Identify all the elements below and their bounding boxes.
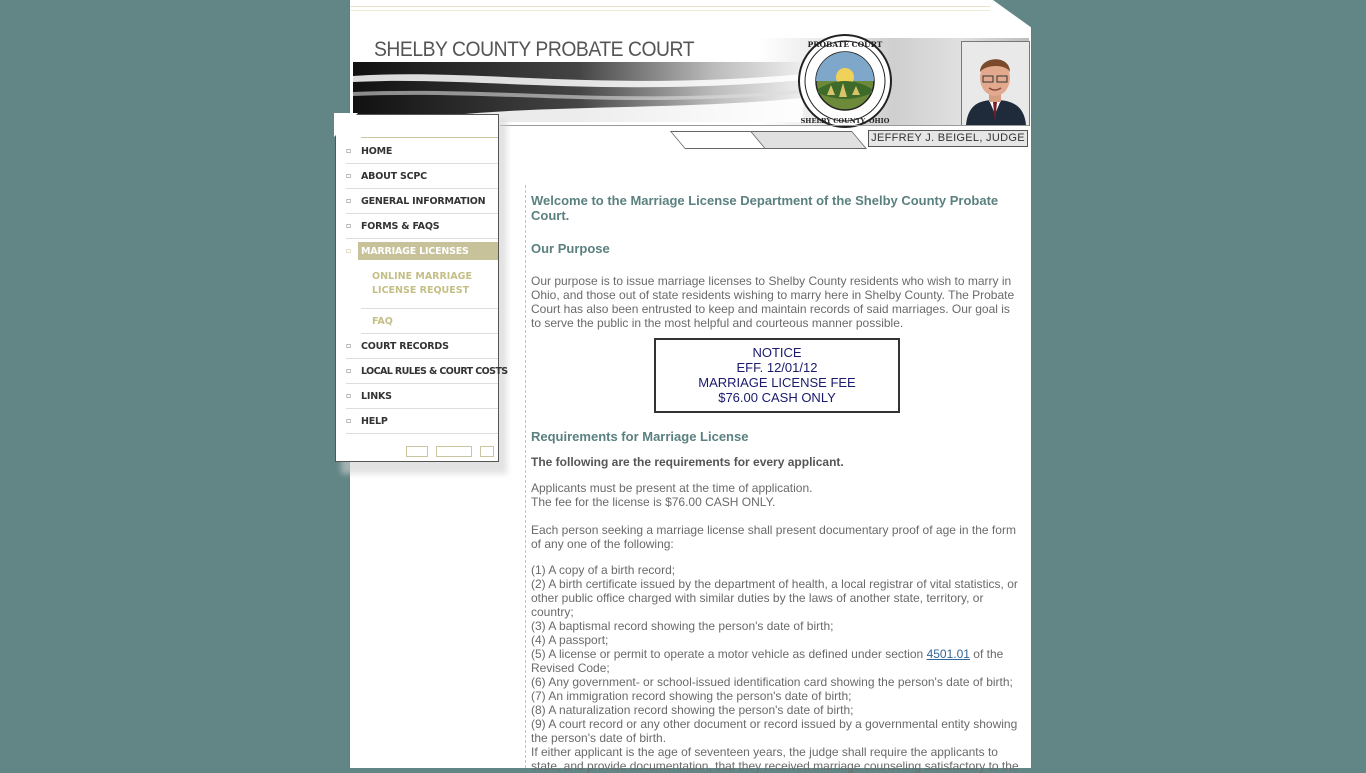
judge-portrait [961, 41, 1030, 126]
header-divider [500, 125, 1029, 126]
page-corner-notch [993, 0, 1032, 28]
nav-label: LOCAL RULES & COURT COSTS [361, 366, 508, 377]
bullet-icon: ▫ [346, 416, 352, 425]
requirements-heading: Requirements for Marriage License [531, 429, 749, 444]
notice-line: NOTICE [752, 345, 802, 360]
proof-item: (8) A naturalization record showing the person's date of birth; [531, 703, 854, 717]
bullet-icon: ▫ [346, 246, 352, 255]
nav-item-about[interactable] [346, 164, 498, 189]
proof-item: (1) A copy of a birth record; [531, 563, 676, 577]
nav-label: HELP [361, 416, 388, 427]
nav-item-home[interactable] [346, 139, 498, 164]
purpose-heading: Our Purpose [531, 241, 610, 256]
sidebar-mini-button[interactable] [480, 446, 494, 457]
requirement-line: Applicants must be present at the time of application. [531, 481, 813, 495]
notice-line: MARRIAGE LICENSE FEE [698, 375, 856, 390]
subnav-label-line2: LICENSE REQUEST [372, 285, 470, 296]
requirements-intro: The following are the requirements for every applicant. [531, 455, 844, 469]
subnav-label: FAQ [372, 316, 393, 327]
court-seal-icon [797, 33, 893, 129]
nav-item-court-records[interactable] [346, 334, 498, 359]
bullet-icon: ▫ [346, 171, 352, 180]
nav-label: ABOUT SCPC [361, 171, 427, 182]
proof-intro: Each person seeking a marriage license shall present documentary proof of age in the form of any one of the following: [531, 523, 1016, 551]
header-swoosh-graphic [353, 62, 803, 122]
requirement-line: The fee for the license is $76.00 CASH ONLY. [531, 495, 776, 509]
proof-item: (6) Any government- or school-issued identification card showing the person's date of birth; [531, 675, 1013, 689]
main-content [531, 193, 1023, 773]
nav-item-help[interactable] [346, 409, 498, 434]
notice-line: $76.00 CASH ONLY [718, 390, 836, 405]
notice-line: EFF. 12/01/12 [736, 360, 818, 375]
nav-label: LINKS [361, 391, 392, 402]
content-divider [525, 185, 527, 768]
proof-item: (2) A birth certificate issued by the department of health, a local registrar of vital statistics, or other public office charged with similar duties by the laws of another state, territory, or country; [531, 577, 1018, 619]
statute-link[interactable]: 4501.01 [926, 647, 970, 661]
proof-item-text: (5) A license or permit to operate a motor vehicle as defined under section [531, 647, 927, 661]
nav-item-local-rules-court-costs[interactable] [346, 359, 508, 384]
proof-item: (4) A passport; [531, 633, 609, 647]
judge-name-label: JEFFREY J. BEIGEL, JUDGE [868, 130, 1028, 147]
bullet-icon: ▫ [346, 366, 352, 375]
proof-item [531, 647, 1023, 675]
site-title: SHELBY COUNTY PROBATE COURT [374, 38, 695, 61]
nav-label: FORMS & FAQS [361, 221, 440, 232]
judge-portrait-icon [962, 42, 1029, 125]
proof-item: (9) A court record or any other document or record issued by a governmental entity showing the person's date of birth. [531, 717, 1018, 745]
seal-text-bottom: SHELBY COUNTY, OHIO [800, 117, 890, 125]
welcome-heading: Welcome to the Marriage License Department of the Shelby County Probate Court. [531, 193, 999, 223]
bullet-icon: ▫ [346, 221, 352, 230]
seal-text-top: PROBATE COURT [807, 40, 883, 49]
subnav-online-marriage-license-request[interactable] [372, 270, 472, 298]
seventeen-requirement: If either applicant is the age of seventeen years, the judge shall require the applicants to state, and provide documentation, that they received marriage counseling satisfactory to the [531, 745, 1019, 773]
proof-list [531, 563, 1023, 745]
bullet-icon: ▫ [346, 341, 352, 350]
subnav-label-line1: ONLINE MARRIAGE [372, 271, 472, 282]
nav-label: COURT RECORDS [361, 341, 449, 352]
fee-notice-box [654, 338, 900, 413]
sidebar-corner-notch [334, 113, 358, 137]
bullet-icon: ▫ [346, 146, 352, 155]
proof-item: (3) A baptismal record showing the person's date of birth; [531, 619, 834, 633]
subnav-divider [361, 308, 498, 309]
proof-item: (7) An immigration record showing the person's date of birth; [531, 689, 852, 703]
nav-label: GENERAL INFORMATION [361, 196, 486, 207]
nav-item-forms-faqs[interactable] [346, 214, 498, 239]
proof-item-text: of the Revised Code; [531, 647, 1004, 675]
nav-label: HOME [361, 146, 393, 157]
sidebar-mini-button[interactable] [406, 446, 428, 457]
header-tab-grey[interactable] [750, 131, 867, 149]
bullet-icon: ▫ [346, 196, 352, 205]
subnav-faq[interactable] [372, 315, 393, 329]
sidebar-top-rule [361, 137, 498, 138]
purpose-text: Our purpose is to issue marriage licenses to Shelby County residents who wish to marry in Ohio, and those out of state residents wishing to marry here in Shelby County. The Probate Court has also been entrusted to keep and maintain records of said marriages. Our goal is to serve the public in the most helpful and courteous manner possible. [531, 274, 1015, 330]
nav-label: MARRIAGE LICENSES [361, 246, 469, 257]
bullet-icon: ▫ [346, 391, 352, 400]
nav-item-general-information[interactable] [346, 189, 498, 214]
sidebar-mini-button[interactable] [436, 446, 472, 457]
nav-item-links[interactable] [346, 384, 498, 409]
nav-item-marriage-licenses[interactable] [346, 239, 498, 264]
top-rule [350, 6, 990, 11]
